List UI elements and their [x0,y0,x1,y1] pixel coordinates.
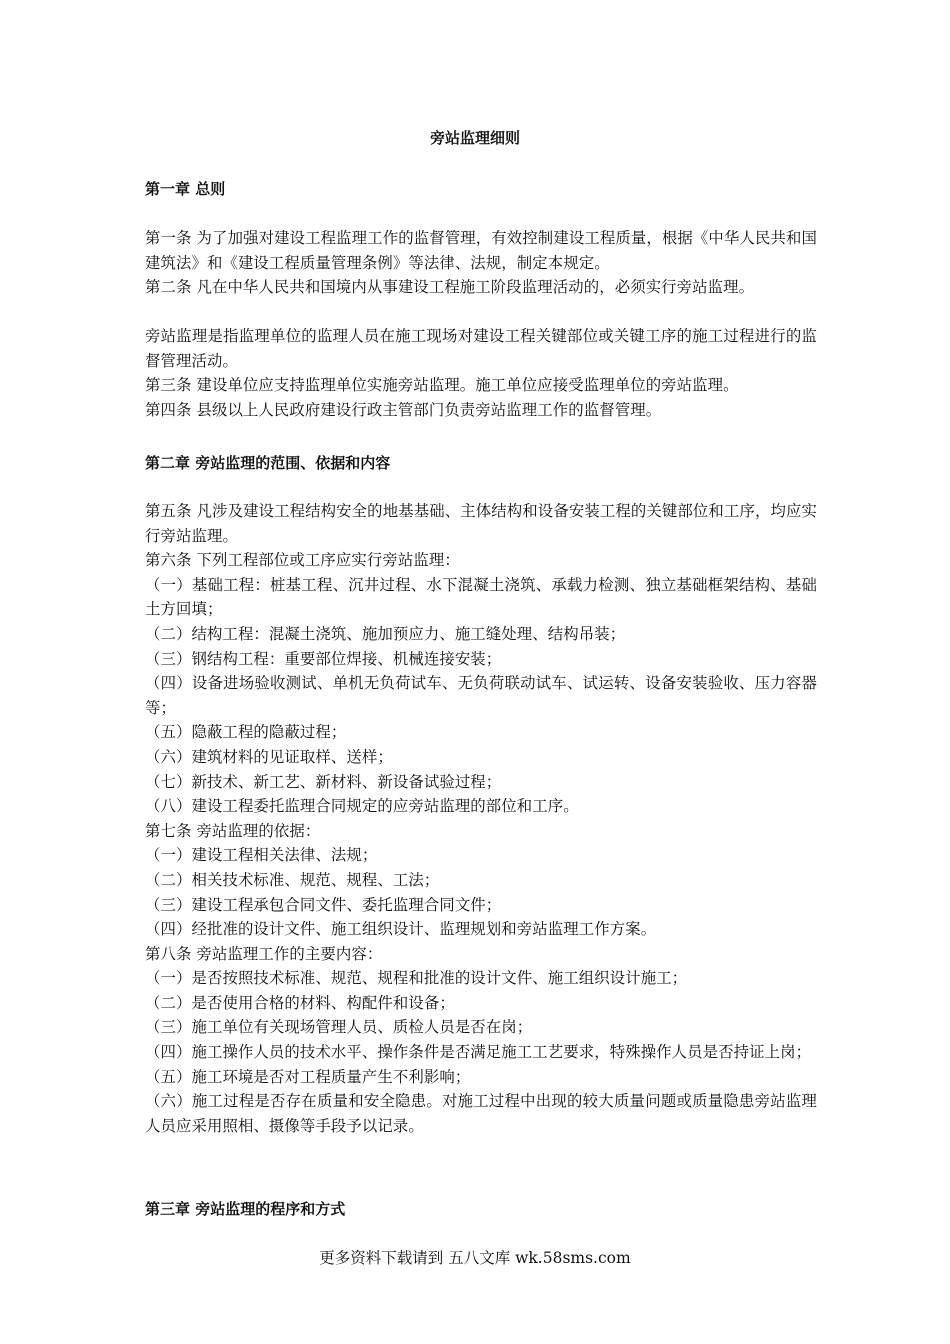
list-item: （三）建设工程承包合同文件、委托监理合同文件； [145,895,502,914]
chapter-2-paragraphs [145,499,817,1138]
article-3: 第三条 建设单位应支持监理单位实施旁站监理。施工单位应接受监理单位的旁站监理。 [145,376,739,395]
list-item: （二）是否使用合格的材料、构配件和设备； [145,993,455,1012]
chapter-2-heading: 第二章 旁站监理的范围、依据和内容 [145,454,391,472]
list-item: （四）施工操作人员的技术水平、操作条件是否满足施工工艺要求，特殊操作人员是否持证上岗； [145,1043,812,1062]
list-item: （三）钢结构工程：重要部位焊接、机械连接安装； [145,649,502,668]
footer-link-text: 更多资料下载请到 五八文库 wk.58sms.com [319,1249,631,1267]
article-6: 第六条 下列工程部位或工序应实行旁站监理： [145,551,460,570]
article-4: 第四条 县级以上人民政府建设行政主管部门负责旁站监理工作的监督管理。 [145,400,662,419]
list-item: （一）是否按照技术标准、规范、规程和批准的设计文件、施工组织设计施工； [145,969,688,988]
article-5: 第五条 凡涉及建设工程结构安全的地基基础、主体结构和设备安装工程的关键部位和工序，均应实行旁站监理。 [145,502,817,545]
list-item: （五）施工环境是否对工程质量产生不利影响； [145,1067,471,1086]
list-item: （二）结构工程：混凝土浇筑、施加预应力、施工缝处理、结构吊装； [145,624,626,643]
list-item: （六）施工过程是否存在质量和安全隐患。对施工过程中出现的较大质量问题或质量隐患旁站监理人员应采用照相、摄像等手段予以记录。 [145,1092,817,1135]
list-item: （四）经批准的设计文件、施工组织设计、监理规划和旁站监理工作方案。 [145,920,657,939]
list-item: （一）基础工程：桩基工程、沉井过程、水下混凝土浇筑、承载力检测、独立基础框架结构、基础土方回填； [145,575,817,619]
list-item: （八）建设工程委托监理合同规定的应旁站监理的部位和工序。 [145,797,579,816]
definition-paragraph: 旁站监理是指监理单位的监理人员在施工现场对建设工程关键部位或关键工序的施工过程进行的监督管理活动。 [145,327,817,370]
article-8: 第八条 旁站监理工作的主要内容： [145,944,383,963]
list-item: （一）建设工程相关法律、法规； [145,846,378,865]
chapter-1-paragraphs-a [145,226,817,300]
article-1: 第一条 为了加强对建设工程监理工作的监督管理，有效控制建设工程质量，根据《中华人民共和国建筑法》和《建设工程质量管理条例》等法律、法规，制定本规定。 [145,229,817,272]
list-item: （四）设备进场验收测试、单机无负荷试车、无负荷联动试车、试运转、设备安装验收、压力容器等； [145,674,817,717]
list-item: （三）施工单位有关现场管理人员、质检人员是否在岗； [145,1018,533,1037]
document-title: 旁站监理细则 [429,129,520,147]
chapter-1-heading: 第一章 总则 [145,180,226,198]
article-7: 第七条 旁站监理的依据： [145,821,321,840]
list-item: （七）新技术、新工艺、新材料、新设备试验过程； [145,772,502,791]
chapter-1-paragraphs-b [145,324,817,422]
list-item: （五）隐蔽工程的隐蔽过程； [145,723,347,742]
chapter-3-heading: 第三章 旁站监理的程序和方式 [145,1200,346,1218]
list-item: （六）建筑材料的见证取样、送样； [145,747,393,766]
list-item: （二）相关技术标准、规范、规程、工法； [145,870,440,889]
article-2: 第二条 凡在中华人民共和国境内从事建设工程施工阶段监理活动的，必须实行旁站监理。 [145,278,755,297]
